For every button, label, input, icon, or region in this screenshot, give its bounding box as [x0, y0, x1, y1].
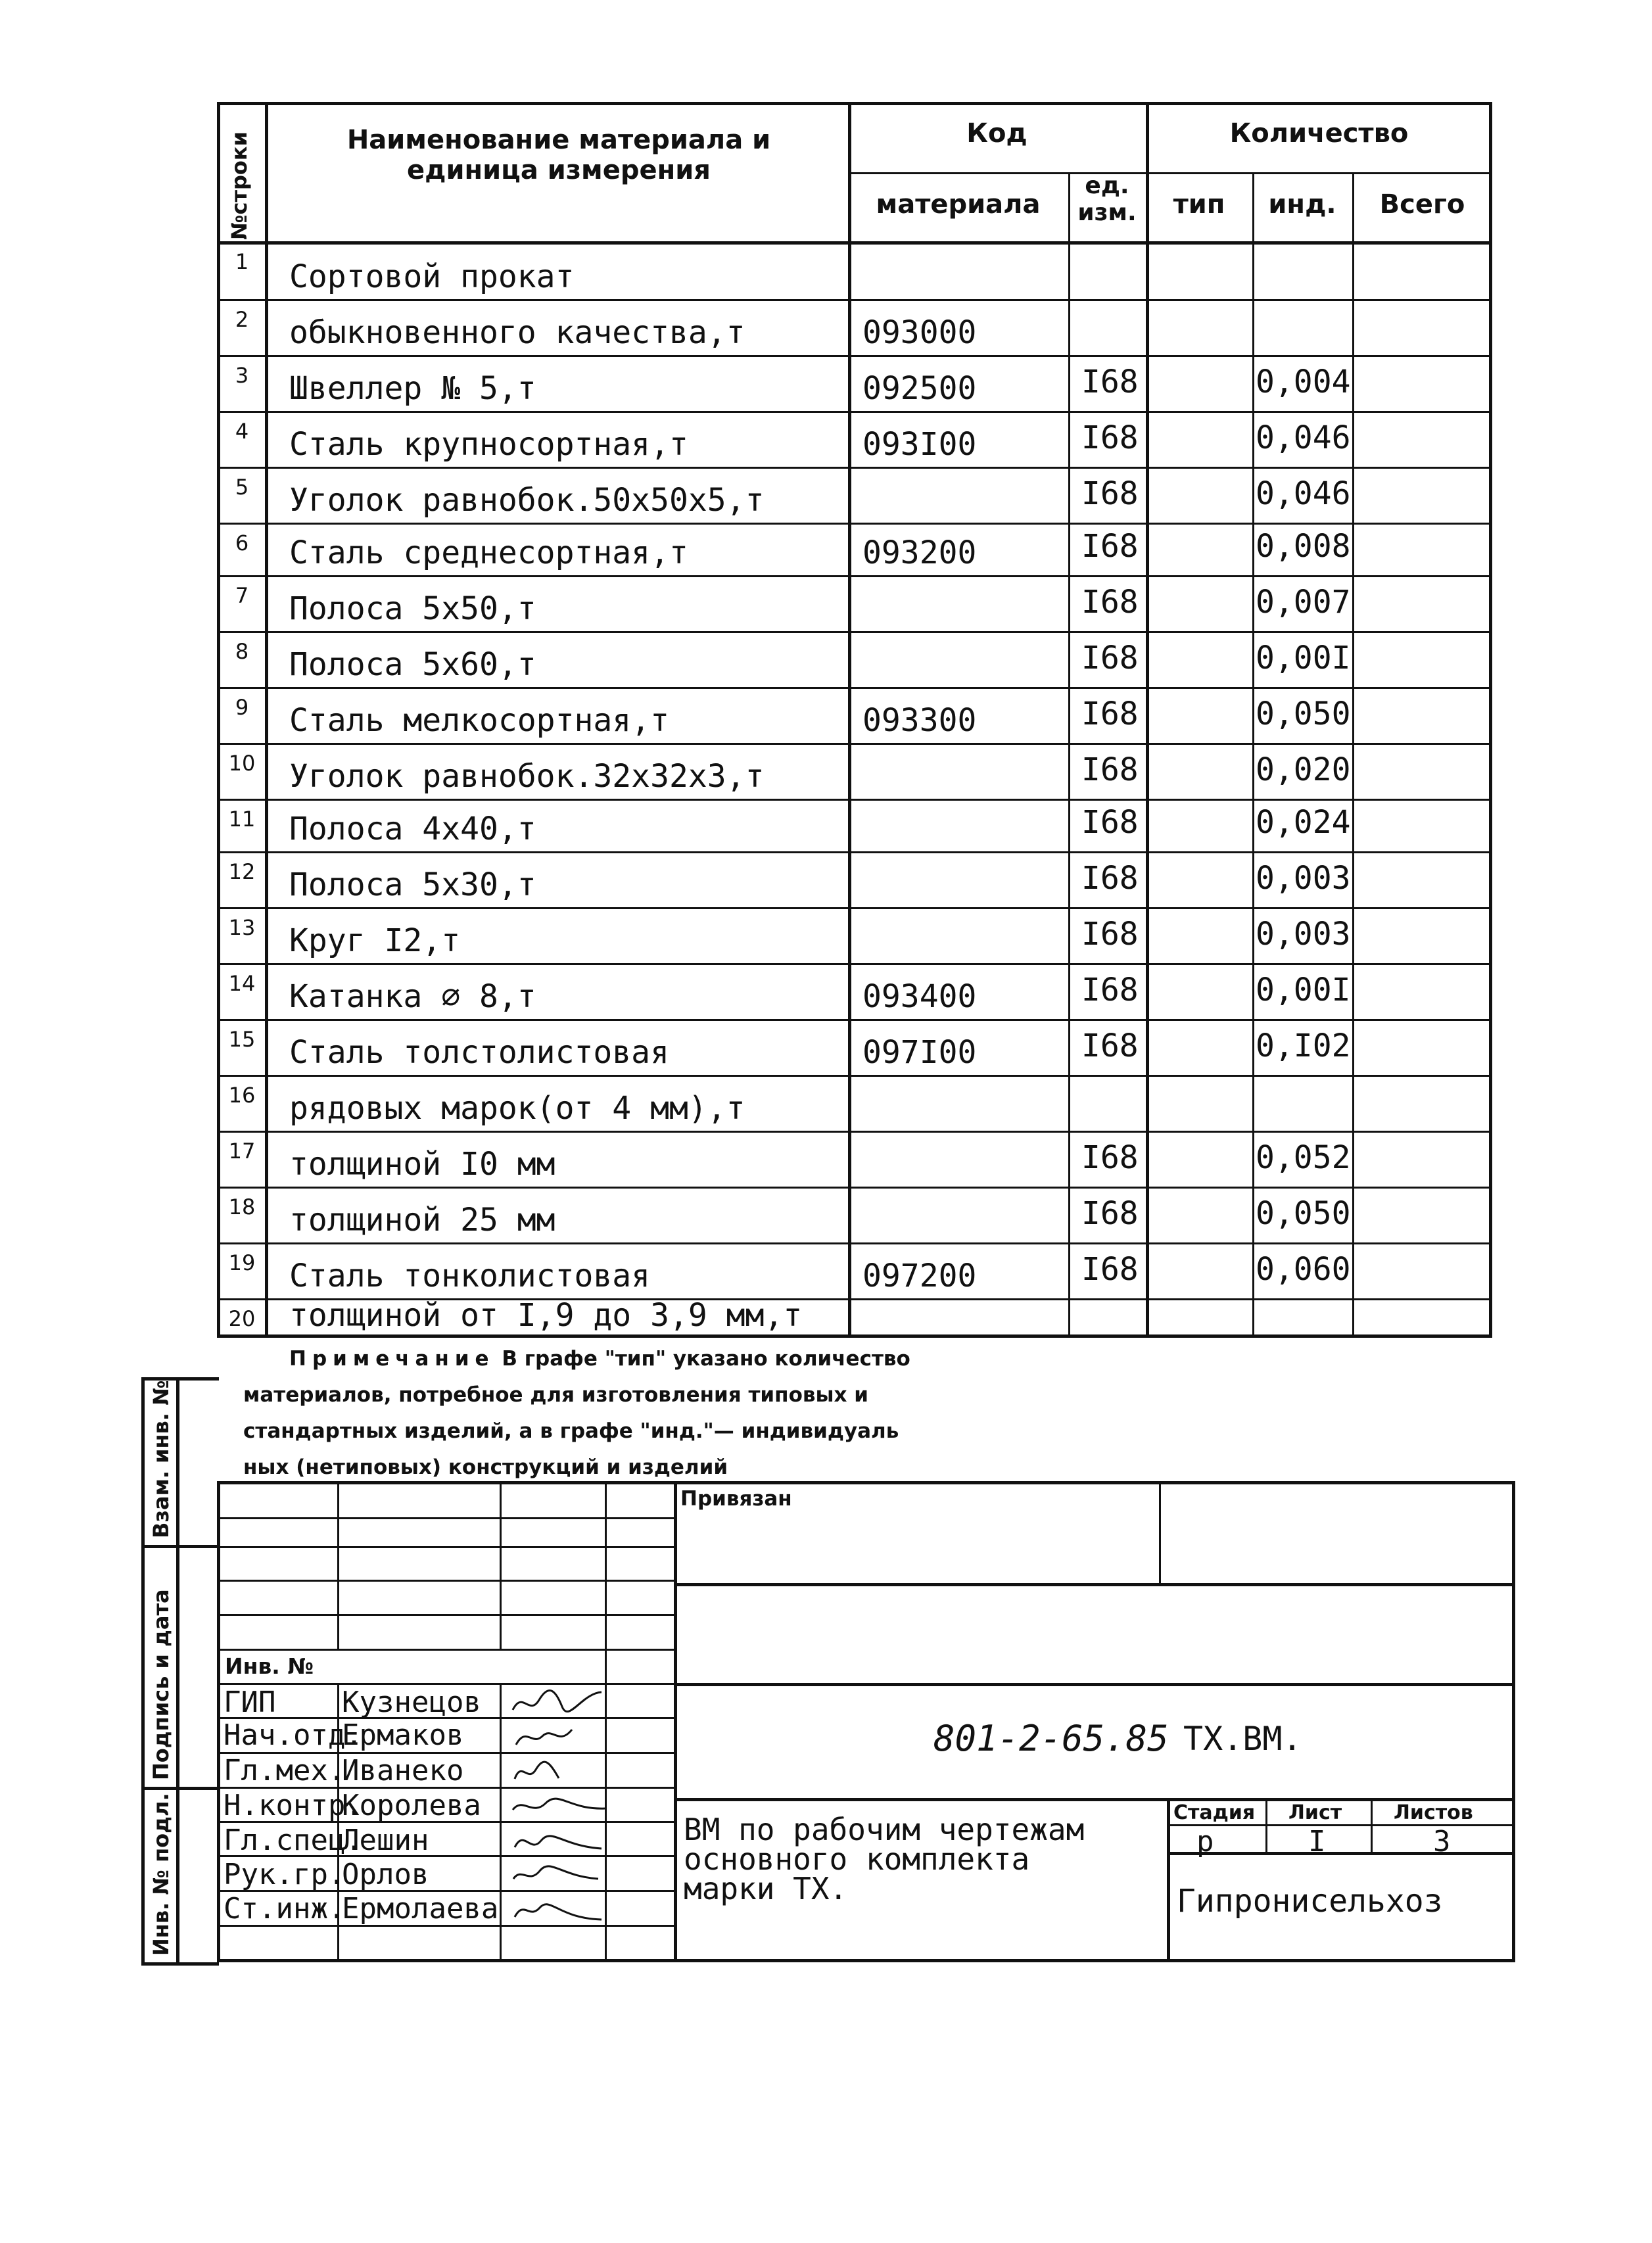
row-name: Полоса 4х40,т: [289, 811, 536, 847]
header-quantity: Количество: [1229, 118, 1409, 149]
signer-role: Рук.гр.: [224, 1858, 346, 1891]
divider: [176, 1377, 179, 1962]
row-divider: [217, 1075, 1492, 1077]
signer-name: Орлов: [342, 1858, 429, 1891]
row-ind: 0,052: [1256, 1139, 1351, 1176]
row-name: Катанка ⌀ 8,т: [289, 978, 536, 1015]
signer-name: Королева: [342, 1789, 481, 1822]
divider: [674, 1583, 1515, 1586]
row-divider: [217, 631, 1492, 633]
row-name: обыкновенного качества,т: [289, 314, 745, 351]
row-name: Круг I2,т: [289, 922, 461, 959]
divider: [217, 1517, 674, 1519]
note-line4: ных (нетиповых) конструкций и изделий: [243, 1455, 728, 1479]
signer-name: Кузнецов: [342, 1686, 481, 1719]
row-number: 20: [228, 1306, 256, 1331]
header-row-no: №строки: [227, 131, 252, 240]
divider: [848, 172, 1492, 174]
divider: [141, 1962, 219, 1966]
signer-name: Иванеко: [342, 1754, 464, 1787]
signature-mark: [509, 1790, 608, 1823]
signer-role: ГИП: [224, 1686, 276, 1719]
row-number: 7: [235, 583, 249, 608]
signature-mark: [509, 1720, 608, 1753]
sheets-value: 3: [1433, 1825, 1451, 1858]
row-name: рядовых марок(от 4 мм),т: [289, 1090, 745, 1127]
divider: [1252, 172, 1254, 1338]
row-divider: [217, 1242, 1492, 1244]
row-divider: [217, 963, 1492, 965]
row-unit: I68: [1081, 475, 1139, 512]
header-qty-ind: инд.: [1268, 189, 1336, 220]
row-ind: 0,046: [1256, 419, 1351, 456]
row-unit: I68: [1081, 1195, 1139, 1232]
signature-mark: [509, 1755, 608, 1788]
row-name: Полоса 5х60,т: [289, 646, 536, 683]
sheet-value: I: [1308, 1825, 1326, 1858]
row-ind: 0,046: [1256, 475, 1351, 512]
row-number: 3: [235, 363, 249, 388]
divider: [217, 1683, 674, 1685]
row-name: Полоса 5х50,т: [289, 590, 536, 627]
privyazan-label: Привязан: [680, 1487, 792, 1511]
divider: [1167, 1798, 1170, 1962]
row-number: 14: [228, 971, 256, 996]
stage-label: Стадия: [1173, 1801, 1256, 1824]
row-unit: I68: [1081, 972, 1139, 1008]
side-label-inv-podl: Инв. № подл.: [149, 1793, 174, 1956]
row-number: 9: [235, 695, 249, 720]
row-ind: 0,00I: [1256, 972, 1351, 1008]
row-number: 16: [228, 1083, 256, 1108]
row-name: Сталь толстолистовая: [289, 1034, 669, 1071]
divider: [674, 1683, 1515, 1686]
divider: [1167, 1824, 1515, 1826]
stage-value: р: [1196, 1825, 1214, 1858]
divider: [1068, 172, 1070, 1338]
row-divider: [217, 907, 1492, 909]
signer-role: Гл.спец.: [224, 1824, 363, 1857]
row-divider: [217, 1019, 1492, 1021]
signer-role: Ст.инж.: [224, 1892, 346, 1925]
doc-mark: ТХ.ВМ.: [1183, 1720, 1302, 1758]
divider: [217, 1614, 674, 1616]
row-code: 093200: [862, 534, 977, 571]
signature-mark: [509, 1893, 608, 1926]
note-line1: В графе "тип" указано количество: [502, 1347, 910, 1371]
row-number: 18: [228, 1194, 256, 1219]
row-name: Сталь среднесортная,т: [289, 534, 688, 571]
row-code: 093I00: [862, 426, 977, 463]
row-number: 13: [228, 915, 256, 940]
row-ind: 0,004: [1256, 364, 1351, 400]
divider: [1146, 102, 1149, 1338]
row-name: Сталь мелкосортная,т: [289, 702, 669, 739]
signature-mark: [509, 1687, 608, 1720]
divider: [500, 1481, 502, 1649]
divider: [265, 102, 268, 1338]
row-divider: [217, 411, 1492, 413]
row-unit: I68: [1081, 916, 1139, 953]
row-number: 5: [235, 475, 249, 500]
row-name: Полоса 5х30,т: [289, 866, 536, 903]
signature-mark: [509, 1859, 608, 1892]
row-divider: [217, 575, 1492, 577]
row-divider: [217, 1187, 1492, 1189]
divider: [337, 1481, 339, 1649]
row-unit: I68: [1081, 1027, 1139, 1064]
row-name: толщиной от I,9 до 3,9 мм,т: [289, 1297, 803, 1334]
row-divider: [217, 355, 1492, 357]
row-number: 12: [228, 859, 256, 884]
divider: [141, 1545, 219, 1548]
row-divider: [217, 523, 1492, 525]
inv-no-label: Инв. №: [225, 1653, 314, 1679]
row-name: Сортовой прокат: [289, 258, 575, 295]
row-name: толщиной 25 мм: [289, 1202, 555, 1239]
row-name: Сталь тонколистовая: [289, 1258, 651, 1294]
row-unit: I68: [1081, 860, 1139, 897]
row-divider: [217, 1131, 1492, 1133]
row-ind: 0,008: [1256, 528, 1351, 565]
row-number: 17: [228, 1139, 256, 1164]
row-unit: I68: [1081, 804, 1139, 841]
divider: [217, 1546, 674, 1548]
signer-name: Ермолаева: [342, 1892, 499, 1925]
row-number: 6: [235, 531, 249, 555]
row-unit: I68: [1081, 364, 1139, 400]
divider: [674, 1481, 677, 1962]
row-divider: [217, 799, 1492, 801]
divider: [848, 102, 851, 1338]
side-label-vzam: Взам. инв. №: [149, 1380, 174, 1538]
doc-title-line2: основного комплекта: [684, 1841, 1030, 1877]
row-number: 4: [235, 419, 249, 444]
doc-title-line1: ВМ по рабочим чертежам: [684, 1812, 1085, 1847]
divider: [217, 1649, 674, 1651]
header-qty-type: тип: [1173, 189, 1225, 220]
row-unit: I68: [1081, 419, 1139, 456]
row-number: 2: [235, 307, 249, 332]
signer-role: Нач.отд.: [224, 1718, 363, 1752]
row-unit: I68: [1081, 640, 1139, 676]
row-name: Уголок равнобок.50х50х5,т: [289, 482, 765, 519]
row-ind: 0,024: [1256, 804, 1351, 841]
row-code: 092500: [862, 370, 977, 407]
row-unit: I68: [1081, 1139, 1139, 1176]
row-unit: I68: [1081, 1251, 1139, 1288]
divider: [1167, 1852, 1515, 1855]
row-ind: 0,00I: [1256, 640, 1351, 676]
divider: [217, 1580, 674, 1582]
row-ind: 0,003: [1256, 916, 1351, 953]
note-title: Примечание: [289, 1347, 495, 1371]
row-divider: [217, 851, 1492, 853]
row-name: Уголок равнобок.32х32х3,т: [289, 758, 765, 795]
header-unit: ед. изм.: [1077, 172, 1137, 227]
row-ind: 0,060: [1256, 1251, 1351, 1288]
row-number: 1: [235, 249, 249, 274]
signature-mark: [509, 1825, 608, 1858]
header-qty-total: Всего: [1379, 189, 1465, 220]
row-ind: 0,003: [1256, 860, 1351, 897]
row-number: 15: [228, 1027, 256, 1052]
sheet-label: Лист: [1288, 1801, 1342, 1824]
row-divider: [217, 467, 1492, 469]
divider: [217, 241, 1492, 245]
row-code: 097I00: [862, 1034, 977, 1071]
signer-role: Гл.мех.: [224, 1754, 346, 1787]
doc-title-line3: марки ТХ.: [684, 1871, 848, 1906]
row-ind: 0,050: [1256, 1195, 1351, 1232]
side-label-podpis: Подпись и дата: [149, 1589, 174, 1780]
divider: [1352, 172, 1354, 1338]
row-divider: [217, 743, 1492, 745]
row-divider: [217, 299, 1492, 301]
row-number: 19: [228, 1250, 256, 1275]
row-ind: 0,050: [1256, 696, 1351, 732]
signer-name: Лешин: [342, 1824, 429, 1857]
row-divider: [217, 687, 1492, 689]
row-number: 8: [235, 639, 249, 664]
note-line2: материалов, потребное для изготовления типовых и: [243, 1383, 869, 1407]
row-code: 093400: [862, 978, 977, 1015]
org-name: Гипронисельхоз: [1177, 1883, 1443, 1920]
note-line3: стандартных изделий, а в графе "инд."— индивидуаль: [243, 1419, 899, 1443]
divider: [674, 1798, 1515, 1801]
row-unit: I68: [1081, 751, 1139, 788]
doc-code: 801-2-65.85: [933, 1718, 1169, 1759]
divider: [141, 1377, 145, 1962]
row-code: 093300: [862, 702, 977, 739]
header-code-material: материала: [876, 189, 1041, 220]
signer-role: Н.контр.: [224, 1789, 363, 1822]
sheets-label: Листов: [1394, 1801, 1473, 1824]
row-name: толщиной I0 мм: [289, 1146, 555, 1183]
row-unit: I68: [1081, 528, 1139, 565]
row-code: 093000: [862, 314, 977, 351]
divider: [141, 1787, 219, 1790]
row-number: 11: [228, 807, 256, 832]
divider: [1159, 1481, 1161, 1583]
row-ind: 0,020: [1256, 751, 1351, 788]
row-unit: I68: [1081, 584, 1139, 621]
row-ind: 0,007: [1256, 584, 1351, 621]
row-number: 10: [228, 751, 256, 776]
signer-name: Ермаков: [342, 1718, 464, 1752]
row-name: Сталь крупносортная,т: [289, 426, 688, 463]
header-code: Код: [966, 118, 1027, 149]
header-name: Наименование материала и единица измерения: [346, 125, 771, 185]
row-code: 097200: [862, 1258, 977, 1294]
row-ind: 0,I02: [1256, 1027, 1351, 1064]
row-name: Швеллер № 5,т: [289, 370, 536, 407]
row-unit: I68: [1081, 696, 1139, 732]
